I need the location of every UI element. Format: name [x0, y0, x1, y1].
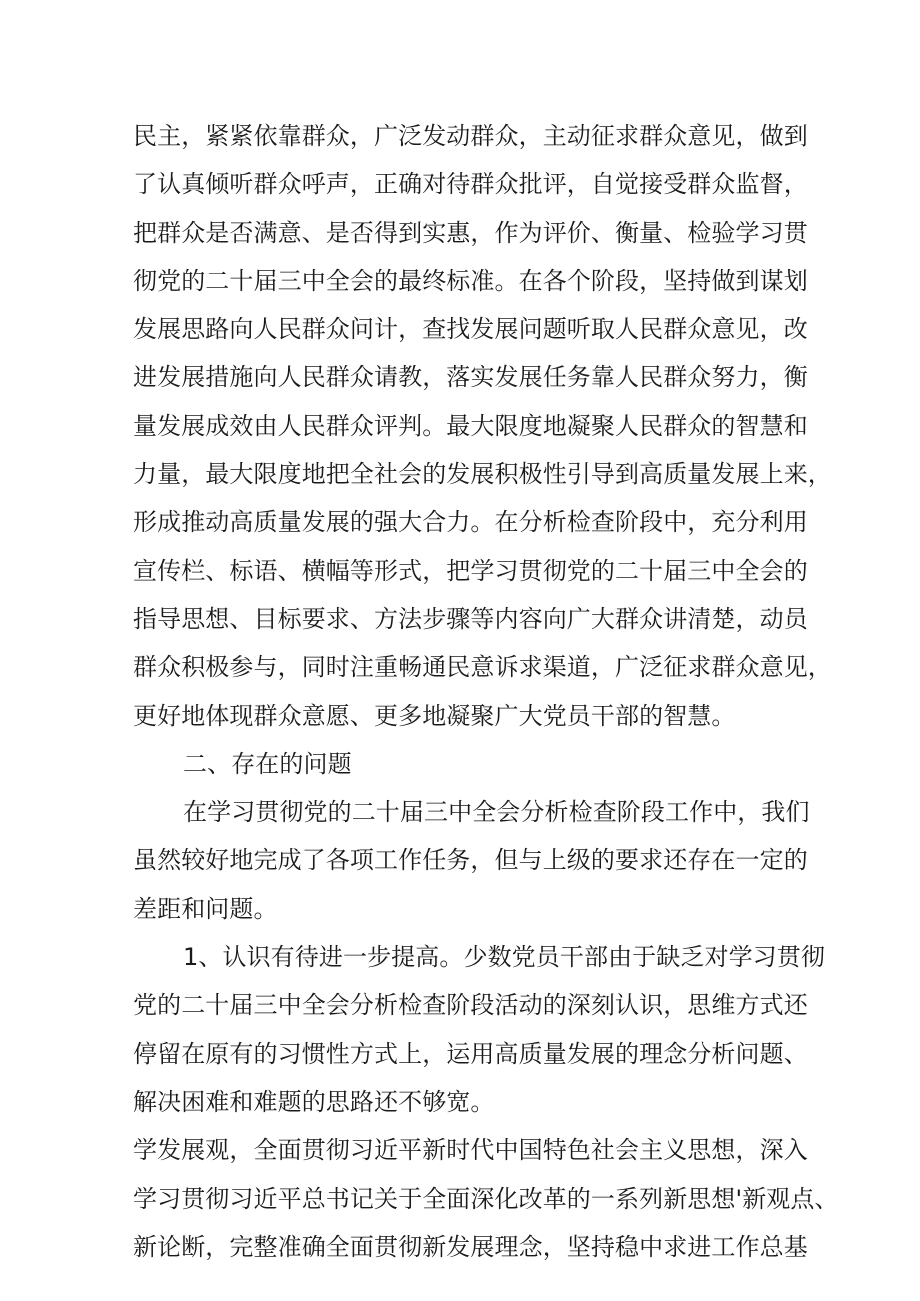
text-line: 停留在原有的习惯性方式上，运用高质量发展的理念分析问题、: [133, 1039, 808, 1068]
text-line: 进发展措施向人民群众请教，落实发展任务靠人民群众努力，衡: [133, 363, 808, 392]
text-line: 形成推动高质量发展的强大合力。在分析检查阶段中，充分利用: [133, 508, 808, 537]
text-line: 解决困难和难题的思路还不够宽。: [133, 1087, 495, 1116]
text-line: 学习贯彻习近平总书记关于全面深化改革的一系列新思想'新观点、: [133, 1184, 839, 1213]
text-line: 宣传栏、标语、横幅等形式，把学习贯彻党的二十届三中全会的: [133, 556, 808, 585]
text-line: 量发展成效由人民群众评判。最大限度地凝聚人民群众的智慧和: [133, 411, 808, 440]
text-line: 在学习贯彻党的二十届三中全会分析检查阶段工作中，我们: [183, 798, 810, 827]
text-line: 更好地体现群众意愿、更多地凝聚广大党员干部的智慧。: [133, 701, 736, 730]
paragraph-problems-intro: [133, 788, 809, 933]
text-line: 群众积极参与，同时注重畅通民意诉求渠道，广泛征求群众意见，: [133, 653, 832, 682]
text-line: 虽然较好地完成了各项工作任务，但与上级的要求还存在一定的: [133, 846, 808, 875]
text-line: 彻党的二十届三中全会的最终标准。在各个阶段，坚持做到谋划: [133, 266, 808, 295]
section-heading: 二、存在的问题: [183, 749, 352, 778]
text-line: 差距和问题。: [133, 894, 278, 923]
paragraph-group-listening: [133, 112, 832, 740]
text-line: 指导思想、目标要求、方法步骤等内容向广大群众讲清楚，动员: [133, 604, 808, 633]
text-line: 发展思路向人民群众问计，查找发展问题听取人民群众意见，改: [133, 315, 808, 344]
paragraph-problem-1: [133, 933, 825, 1126]
document-body: [133, 112, 839, 1271]
text-line: 学发展观，全面贯彻习近平新时代中国特色社会主义思想，深入: [133, 1136, 808, 1165]
text-line: 了认真倾听群众呼声，正确对待群众批评，自觉接受群众监督，: [133, 170, 808, 199]
text-line: 党的二十届三中全会分析检查阶段活动的深刻认识，思维方式还: [133, 991, 808, 1020]
text-line: 新论断，完整准确全面贯彻新发展理念，坚持稳中求进工作总基: [133, 1232, 808, 1261]
text-line: 把群众是否满意、是否得到实惠，作为评价、衡量、检验学习贯: [133, 218, 808, 247]
text-line: 1、认识有待进一步提高。少数党员干部由于缺乏对学习贯彻: [183, 943, 825, 972]
section-heading-problems: [133, 740, 809, 788]
text-line: 力量，最大限度地把全社会的发展积极性引导到高质量发展上来，: [133, 460, 832, 489]
text-line: 民主，紧紧依靠群众，广泛发动群众，主动征求群众意见，做到: [133, 122, 808, 150]
paragraph-development-concept: [133, 1126, 839, 1271]
